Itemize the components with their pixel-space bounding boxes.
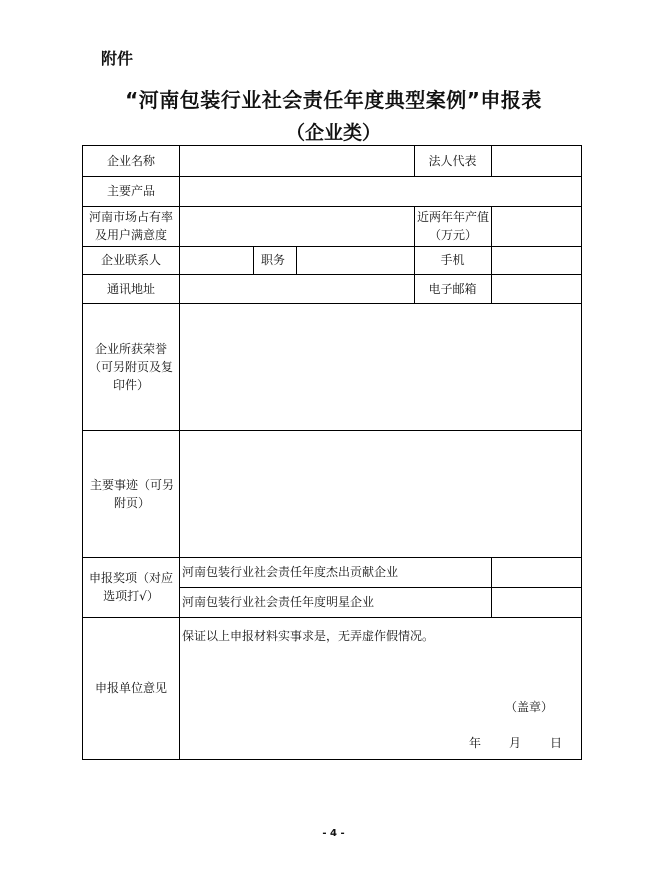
honors-label: 企业所获荣誉（可另附页及复印件） [88,341,173,392]
date-month-label: 月 [509,736,522,750]
legal-rep-field[interactable] [492,147,581,175]
market-share-field[interactable] [180,207,413,245]
main-products-field[interactable] [180,177,581,205]
position-label: 职务 [261,253,286,267]
form-subtitle: （企业类） [285,122,381,144]
date-year-label: 年 [469,736,482,750]
honors-field[interactable] [180,304,581,429]
opinion-label: 申报单位意见 [94,681,167,695]
legal-rep-label: 法人代表 [428,154,477,168]
seal-text: （盖章） [505,700,554,714]
email-field[interactable] [492,275,581,302]
market-share-label: 河南市场占有率及用户满意度 [88,210,173,242]
guarantee-statement: 保证以上申报材料实事求是，无弄虚作假情况。 [182,629,435,643]
main-products-label: 主要产品 [106,184,155,198]
mobile-field[interactable] [492,247,581,273]
attachment-label: 附件 [101,49,134,68]
address-field[interactable] [180,275,413,302]
contact-person-field[interactable] [180,247,252,273]
position-field[interactable] [297,247,413,273]
date-day-label: 日 [550,736,563,750]
main-deeds-field[interactable] [180,431,581,556]
output-value-field[interactable] [492,207,581,245]
company-name-label: 企业名称 [106,154,155,168]
email-label: 电子邮箱 [428,281,477,296]
page-number: - 4 - [322,828,345,839]
award-label: 申报奖项（对应选项打√） [89,571,174,603]
award-option-1-checkbox[interactable] [492,558,581,586]
mobile-label: 手机 [440,253,465,267]
company-name-field[interactable] [180,147,413,175]
output-value-label: 近两年年产值（万元） [417,210,490,242]
form-title: “河南包装行业社会责任年度典型案例”申报表 [125,88,542,112]
award-option-1-label: 河南包装行业社会责任年度杰出贡献企业 [182,565,399,579]
contact-person-label: 企业联系人 [100,253,161,267]
application-form-table [82,145,582,760]
award-option-2-checkbox[interactable] [492,588,581,616]
main-deeds-label: 主要事迹（可另附页） [89,477,174,510]
address-label: 通讯地址 [106,281,155,296]
award-option-2-label: 河南包装行业社会责任年度明星企业 [182,595,375,609]
